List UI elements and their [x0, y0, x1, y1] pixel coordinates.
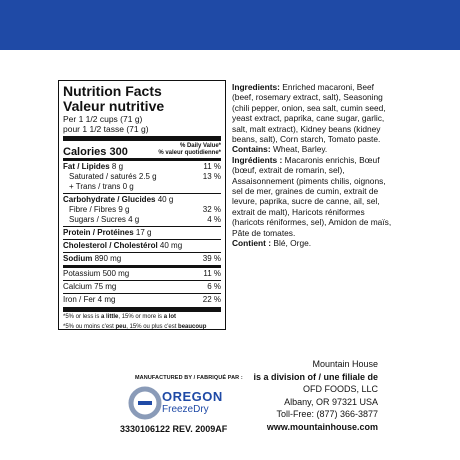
ingredients-panel	[232, 82, 394, 249]
serving-size-en: Per 1 1/2 cups (71 g)	[63, 114, 143, 124]
nutrient-row	[63, 269, 221, 279]
nutrient-label: Sodium 890 mg	[63, 254, 122, 263]
divider	[63, 158, 221, 161]
nutrient-row	[63, 195, 221, 205]
toll-free: Toll-Free: (877) 366-3877	[276, 409, 378, 419]
top-color-band	[0, 0, 460, 50]
nutrient-dv: 11 %	[203, 269, 221, 278]
nutrient-dv: 22 %	[202, 295, 221, 304]
nutrient-row	[63, 241, 221, 251]
divider	[63, 280, 221, 281]
nutrient-label: Fibre / Fibres 9 g	[69, 205, 130, 214]
divider	[63, 252, 221, 253]
nutrient-row	[63, 172, 221, 182]
nutrient-dv: 13 %	[202, 172, 221, 181]
nutrition-title-fr: Valeur nutritive	[63, 98, 165, 114]
division-line: is a division of / une filiale de	[253, 371, 378, 382]
nutrient-label: Iron / Fer 4 mg	[63, 295, 116, 304]
daily-value-header	[158, 143, 221, 157]
nutrient-dv: 39 %	[202, 254, 221, 263]
brand-name: Mountain House	[312, 359, 378, 369]
calories-value: Calories 300	[63, 146, 128, 158]
nutrient-label: Protein / Protéines 17 g	[63, 228, 152, 237]
website-link[interactable]: www.mountainhouse.com	[266, 421, 378, 432]
dv-header-fr: % valeur quotidienne*	[158, 150, 221, 156]
nutrient-label: Sugars / Sucres 4 g	[69, 215, 140, 224]
nutrient-row	[63, 282, 221, 292]
divider	[63, 265, 221, 268]
footnote-fr: *5% ou moins c'est peu, 15% ou plus c'est beaucoup	[63, 323, 207, 330]
address-block	[253, 358, 378, 433]
nutrient-label: Cholesterol / Cholestérol 40 mg	[63, 241, 183, 250]
nutrient-dv: 6 %	[207, 282, 221, 291]
nutrient-label: Calcium 75 mg	[63, 282, 117, 291]
nutrition-facts-table	[58, 80, 226, 330]
manufacturer-label: MANUFACTURED BY / FABRIQUÉ PAR :	[135, 375, 243, 381]
serving-size-fr: pour 1 1/2 tasse (71 g)	[63, 124, 149, 134]
divider	[63, 307, 221, 312]
contains-fr: Contient : Blé, Orge.	[232, 238, 312, 249]
nutrient-dv: 32 %	[202, 205, 221, 214]
nutrient-row	[63, 162, 221, 172]
divider	[63, 293, 221, 294]
nutrient-label: Saturated / saturés 2.5 g	[69, 172, 157, 181]
city-line: Albany, OR 97321 USA	[284, 396, 378, 407]
nutrient-dv: 11 %	[203, 162, 221, 171]
divider	[63, 226, 221, 227]
nutrition-title-en: Nutrition Facts	[63, 83, 162, 99]
contains-en: Contains: Wheat, Barley.	[232, 144, 328, 155]
dv-header-en: % Daily Value*	[179, 143, 221, 149]
ingredients-fr: Ingrédients : Macaronis enrichis, Bœuf (bœuf, extrait de romarin, sel), Assaisonnement (piments chilis, oignons, sel de mer, graines de cumin, extrait de levure, paprika, sucre de canne, ail, sel, extrait de malt), Haricots réniformes (haricots réniformes, sel), Amidon de maïs, Pâte de tomates.	[232, 154, 392, 238]
product-code: 3330106122 REV. 2009AF	[120, 424, 228, 434]
ingredients-en: Ingredients: Enriched macaroni, Beef (beef, rosemary extract, salt), Seasoning (chili pepper, onion, sea salt, cumin seed, yeast extract, paprika, cane sugar, garlic, salt, malt extract), Kidney beans (kidney beans, salt), Corn starch, Tomato paste.	[232, 82, 386, 145]
nutrient-row	[63, 295, 221, 305]
nutrient-row	[63, 254, 221, 264]
nutrient-row	[63, 215, 221, 225]
nutrient-label: + Trans / trans 0 g	[69, 182, 134, 191]
calories-row	[63, 143, 221, 157]
nutrient-label: Carbohydrate / Glucides 40 g	[63, 195, 174, 204]
logo-text-freezedry: FreezeDry	[162, 404, 209, 415]
nutrient-row	[63, 228, 221, 238]
nutrient-dv: 4 %	[207, 215, 221, 224]
nutrient-row	[63, 205, 221, 215]
nutrient-label: Fat / Lipides 8 g	[63, 162, 124, 171]
nutrient-row	[63, 182, 221, 192]
logo-text-oregon: OREGON	[162, 389, 223, 404]
nutrient-label: Potassium 500 mg	[63, 269, 130, 278]
divider	[63, 136, 221, 141]
divider	[63, 193, 221, 194]
footnote-en: *5% or less is a little, 15% or more is a lot	[63, 314, 177, 320]
divider	[63, 239, 221, 240]
company-name: OFD FOODS, LLC	[302, 384, 378, 394]
